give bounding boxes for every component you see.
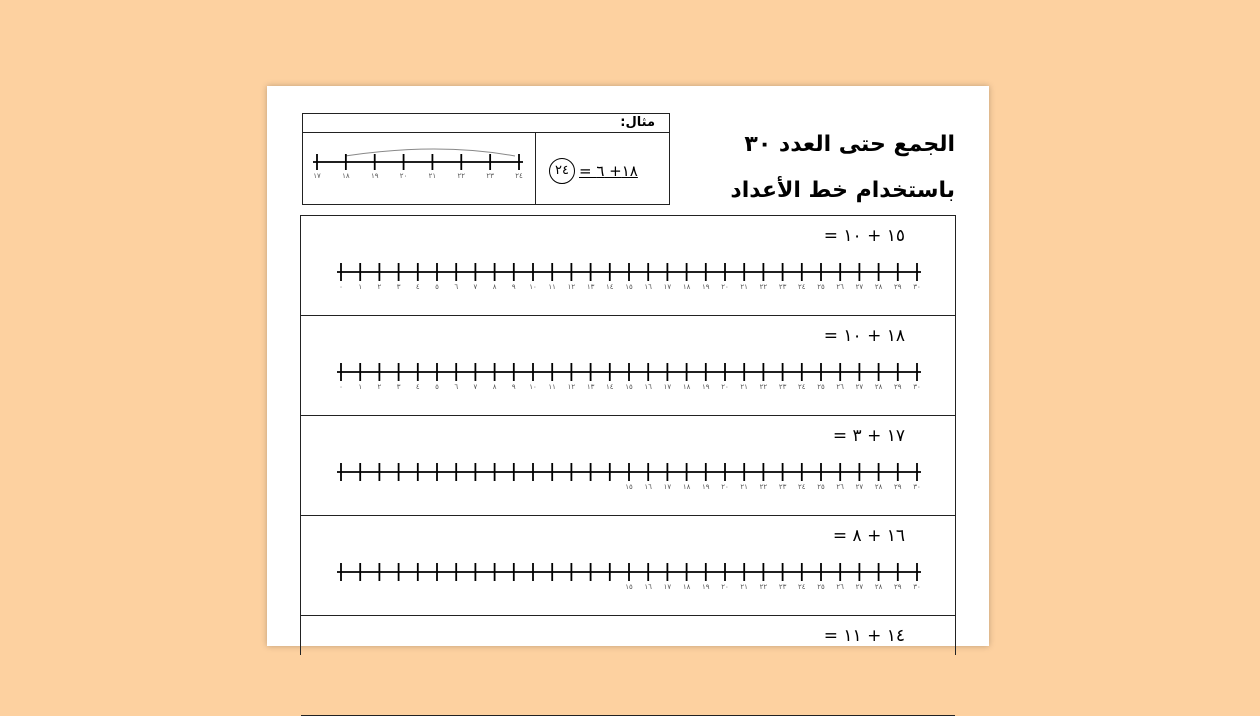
number-line-tick-label: ٣٠ bbox=[913, 283, 921, 291]
number-line-tick-label: ٢٦ bbox=[836, 583, 844, 591]
number-line-tick-label: ٢٦ bbox=[836, 283, 844, 291]
number-line-tick-label: ١ bbox=[358, 283, 363, 291]
number-line-tick-label: ٢٥ bbox=[817, 283, 825, 291]
number-line-tick-label: ١٩ bbox=[702, 583, 710, 591]
number-line-tick-label: ٢٩ bbox=[894, 283, 902, 291]
number-line-tick-label: ٥ bbox=[435, 383, 439, 391]
number-line-tick-label: ٧ bbox=[473, 383, 478, 391]
number-line-tick-label: ٩ bbox=[511, 383, 516, 391]
number-line-tick-label: ٦ bbox=[454, 283, 459, 291]
number-line-tick-label: ٠ bbox=[339, 283, 343, 291]
example-line-tick-label: ٢٤ bbox=[515, 172, 523, 180]
number-line-tick-label: ٢١ bbox=[740, 583, 748, 591]
number-line-tick-label: ٠ bbox=[339, 383, 343, 391]
number-line-tick-label: ١٠ bbox=[529, 383, 537, 391]
number-line-tick-label: ٢٣ bbox=[778, 483, 787, 491]
number-line-tick-label: ٢٢ bbox=[759, 283, 768, 291]
number-line-tick-label: ١٨ bbox=[682, 483, 691, 491]
number-line-tick-label: ١٦ bbox=[644, 283, 652, 291]
number-line-tick-label: ٢١ bbox=[740, 283, 748, 291]
example-line-tick-label: ١٨ bbox=[342, 172, 350, 180]
number-line-tick-label: ٢٤ bbox=[798, 283, 806, 291]
number-line-tick-label: ١٨ bbox=[682, 383, 691, 391]
number-line bbox=[333, 356, 933, 396]
number-line-tick-label: ١٧ bbox=[663, 483, 672, 491]
example-line-tick-label: ٢١ bbox=[428, 172, 437, 180]
example-line-tick-label: ١٩ bbox=[370, 172, 379, 180]
number-line-tick-label: ٢٨ bbox=[874, 483, 883, 491]
number-line bbox=[333, 256, 933, 296]
number-line-tick-label: ٣٠ bbox=[913, 583, 921, 591]
number-line-tick-label: ٢٥ bbox=[817, 483, 825, 491]
number-line-tick-label: ٥ bbox=[435, 283, 439, 291]
example-divider-vertical bbox=[535, 132, 536, 204]
number-line-tick-label: ٧ bbox=[473, 283, 478, 291]
number-line-tick-label: ١٣ bbox=[586, 383, 595, 391]
example-line-tick-label: ٢٠ bbox=[399, 172, 408, 180]
example-line-tick-label: ٢٣ bbox=[486, 172, 494, 180]
number-line-tick-label: ٢٠ bbox=[721, 583, 729, 591]
number-line-tick-label: ٢٤ bbox=[798, 583, 806, 591]
number-line-tick-label: ٣٠ bbox=[913, 383, 921, 391]
example-number-line bbox=[307, 144, 529, 200]
number-line-tick-label: ٢١ bbox=[740, 483, 748, 491]
number-line-tick-label: ١٦ bbox=[644, 383, 652, 391]
example-divider-horizontal bbox=[303, 132, 669, 133]
problem-equation: ١٤ + ١١ = bbox=[823, 626, 905, 646]
number-line-tick-label: ١٢ bbox=[567, 283, 576, 291]
example-equation bbox=[549, 158, 638, 184]
number-line-tick-label: ٦ bbox=[454, 383, 459, 391]
number-line-tick-label: ١٥ bbox=[625, 283, 633, 291]
number-line-tick-label: ٢٦ bbox=[836, 383, 844, 391]
number-line-tick-label: ١٤ bbox=[606, 383, 614, 391]
number-line-tick-label: ٢ bbox=[377, 283, 382, 291]
number-line-tick-label: ٨ bbox=[492, 283, 497, 291]
number-line-tick-label: ٢٠ bbox=[721, 283, 729, 291]
problem-equation: ١٥ + ١٠ = bbox=[823, 226, 905, 246]
number-line-tick-label: ٢٨ bbox=[874, 583, 883, 591]
number-line bbox=[333, 556, 933, 596]
number-line-tick-label: ١٥ bbox=[625, 583, 633, 591]
example-answer-circle: ٢٤ bbox=[549, 158, 575, 184]
number-line-tick-label: ٢٥ bbox=[817, 383, 825, 391]
number-line-tick-label: ١٣ bbox=[586, 283, 595, 291]
number-line-tick-label: ٢٩ bbox=[894, 583, 902, 591]
example-equation-text: ١٨+ ٦ = bbox=[579, 162, 638, 180]
number-line-tick-label: ١٤ bbox=[606, 283, 614, 291]
number-line-tick-label: ٢٢ bbox=[759, 583, 768, 591]
number-line-tick-label: ٢٧ bbox=[855, 583, 864, 591]
number-line-tick-label: ٢٤ bbox=[798, 383, 806, 391]
number-line-tick-label: ٩ bbox=[511, 283, 516, 291]
number-line-tick-label: ٢٣ bbox=[778, 283, 787, 291]
number-line-tick-label: ٢٥ bbox=[817, 583, 825, 591]
number-line-tick-label: ١٩ bbox=[702, 283, 710, 291]
problem-row bbox=[301, 416, 955, 516]
number-line-tick-label: ١٧ bbox=[663, 283, 672, 291]
problem-equation: ١٨ + ١٠ = bbox=[823, 326, 905, 346]
number-line-tick-label: ١٦ bbox=[644, 583, 652, 591]
number-line-tick-label: ٢٣ bbox=[778, 383, 787, 391]
number-line-tick-label: ٣٠ bbox=[913, 483, 921, 491]
problem-row bbox=[301, 616, 955, 716]
problem-row bbox=[301, 516, 955, 616]
number-line-tick-label: ٢٧ bbox=[855, 283, 864, 291]
number-line-tick-label: ٢٩ bbox=[894, 483, 902, 491]
number-line-tick-label: ٢٨ bbox=[874, 383, 883, 391]
number-line-tick-label: ٣ bbox=[396, 283, 401, 291]
example-line-tick-label: ١٧ bbox=[313, 172, 321, 180]
number-line-tick-label: ٢٢ bbox=[759, 483, 768, 491]
number-line-tick-label: ١٥ bbox=[625, 483, 633, 491]
number-line-tick-label: ٢٣ bbox=[778, 583, 787, 591]
worksheet-page bbox=[267, 86, 989, 646]
number-line-tick-label: ١٥ bbox=[625, 383, 633, 391]
example-label: مثال: bbox=[620, 115, 655, 130]
title-line-2: باستخدام خط الأعداد bbox=[730, 178, 955, 203]
number-line-tick-label: ١٨ bbox=[682, 583, 691, 591]
number-line-tick-label: ١٩ bbox=[702, 483, 710, 491]
worksheet-title bbox=[730, 122, 955, 214]
number-line-tick-label: ١ bbox=[358, 383, 363, 391]
number-line-tick-label: ٢٩ bbox=[894, 383, 902, 391]
number-line-tick-label: ٢٤ bbox=[798, 483, 806, 491]
example-box bbox=[302, 113, 670, 205]
number-line-tick-label: ٢ bbox=[377, 383, 382, 391]
number-line bbox=[333, 456, 933, 496]
number-line-tick-label: ٢٠ bbox=[721, 383, 729, 391]
number-line-tick-label: ١١ bbox=[548, 383, 556, 391]
problem-row bbox=[301, 216, 955, 316]
number-line-tick-label: ٢١ bbox=[740, 383, 748, 391]
number-line-tick-label: ٤ bbox=[415, 383, 420, 391]
example-line-tick-label: ٢٢ bbox=[457, 172, 466, 180]
problem-row bbox=[301, 316, 955, 416]
number-line-tick-label: ١٩ bbox=[702, 383, 710, 391]
problems-table bbox=[300, 215, 956, 655]
number-line-tick-label: ١٧ bbox=[663, 383, 672, 391]
problem-equation: ١٧ + ٣ = bbox=[832, 426, 905, 446]
number-line-tick-label: ١٧ bbox=[663, 583, 672, 591]
number-line-tick-label: ٢٧ bbox=[855, 383, 864, 391]
number-line-tick-label: ١٢ bbox=[567, 383, 576, 391]
problem-equation: ١٦ + ٨ = bbox=[832, 526, 905, 546]
number-line-tick-label: ١٦ bbox=[644, 483, 652, 491]
number-line-tick-label: ٢٨ bbox=[874, 283, 883, 291]
number-line-tick-label: ١١ bbox=[548, 283, 556, 291]
number-line-tick-label: ١٠ bbox=[529, 283, 537, 291]
number-line-tick-label: ٢٠ bbox=[721, 483, 729, 491]
number-line-tick-label: ٢٦ bbox=[836, 483, 844, 491]
number-line-tick-label: ١٨ bbox=[682, 283, 691, 291]
number-line-tick-label: ٣ bbox=[396, 383, 401, 391]
number-line-tick-label: ٤ bbox=[415, 283, 420, 291]
number-line-tick-label: ٨ bbox=[492, 383, 497, 391]
title-line-1: الجمع حتى العدد ٣٠ bbox=[744, 132, 955, 157]
number-line-tick-label: ٢٢ bbox=[759, 383, 768, 391]
number-line-tick-label: ٢٧ bbox=[855, 483, 864, 491]
